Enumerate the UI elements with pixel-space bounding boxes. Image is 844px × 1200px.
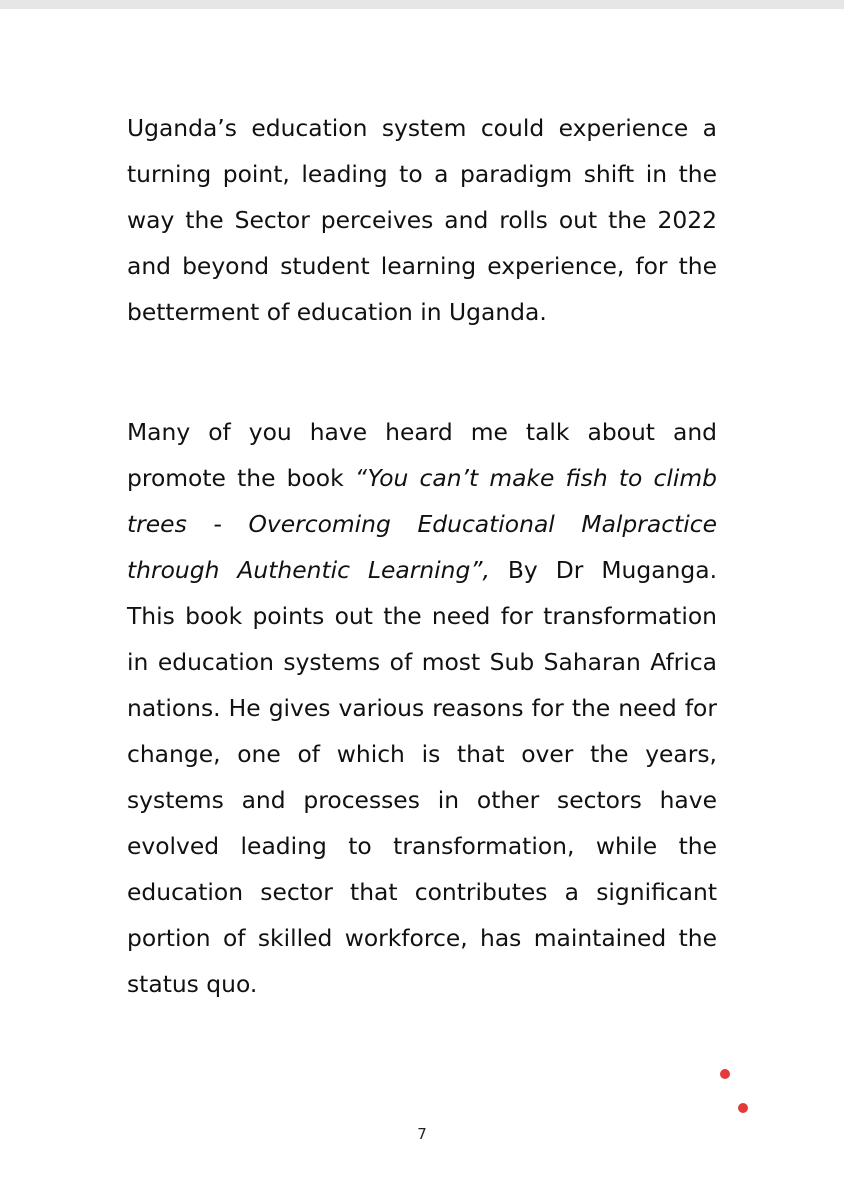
red-dot-icon xyxy=(738,1103,748,1113)
paragraph-2-text xyxy=(127,409,717,1007)
red-dot-icon xyxy=(720,1069,730,1079)
page-number: 7 xyxy=(417,1125,427,1143)
paragraph-2 xyxy=(127,409,717,1007)
book-title: “You can’t make fish to climb trees - Overcoming Educational Malpractice through Authentic Learning”, xyxy=(127,464,717,584)
paragraph-2-rest: By Dr Muganga. This book points out the need for transformation in education systems of most Sub Saharan Africa nations. He gives various reasons for the need for change, one of which is that over the years, systems and processes in other sectors have evolved leading to transformation, while the education sector that contributes a significant portion of skilled workforce, has maintained the status quo. xyxy=(127,556,718,998)
paragraph-1-text: Uganda’s education system could experience a turning point, leading to a paradigm shift in the way the Sector perceives and rolls out the 2022 and beyond student learning experience, for the betterment of education in Uganda. xyxy=(127,114,717,326)
top-margin-band xyxy=(0,0,844,9)
paragraph-1 xyxy=(127,105,717,335)
paragraph-2-intro: Many of you have heard me talk about and promote the book xyxy=(127,418,717,492)
